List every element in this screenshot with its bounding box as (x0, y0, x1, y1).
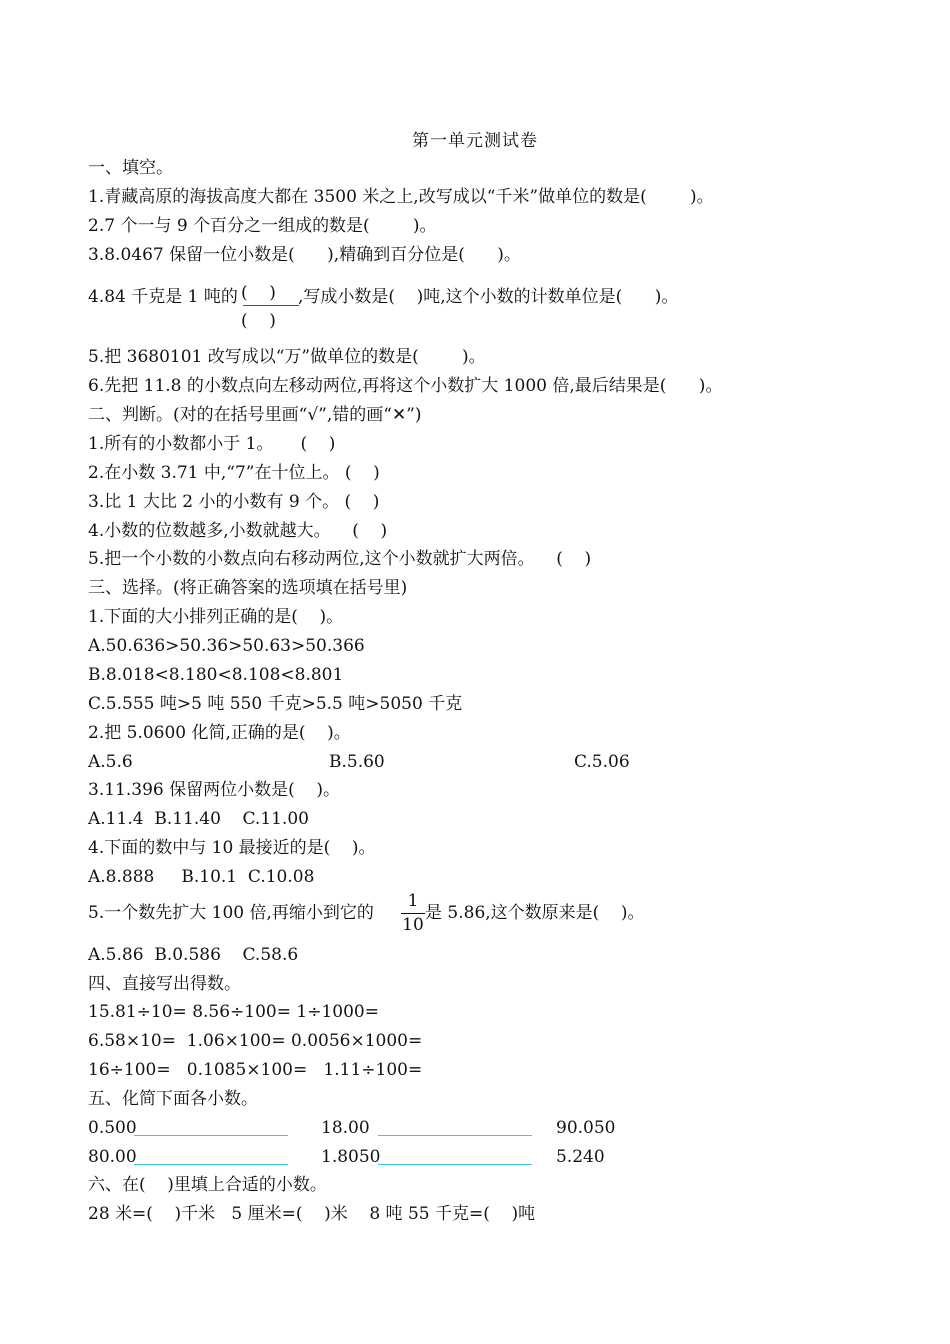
s3-q5-options: A.5.86 B.0.586 C.58.6 (88, 945, 299, 965)
s3-question-5-suffix: 是 5.86,这个数原来是( )。 (425, 903, 645, 923)
s2-question-1: 1.所有的小数都小于 1。 ( ) (88, 434, 336, 454)
s5-answer-line-a[interactable] (134, 1135, 288, 1136)
s3-question-1: 1.下面的大小排列正确的是( )。 (88, 607, 344, 627)
s3-q4-options: A.8.888 B.10.1 C.10.08 (88, 867, 315, 887)
s3-question-2: 2.把 5.0600 化简,正确的是( )。 (88, 723, 351, 743)
s4-row-3: 16÷100= 0.1085×100= 1.11÷100= (88, 1060, 423, 1080)
section-6-heading: 六、在( )里填上合适的小数。 (88, 1175, 327, 1195)
s5-item-f: 5.240 (556, 1147, 605, 1167)
s3-q3-options: A.11.4 B.11.40 C.11.00 (88, 809, 309, 829)
s3-q1-option-c: C.5.555 吨>5 吨 550 千克>5.5 吨>5050 千克 (88, 694, 463, 714)
s1-question-3: 3.8.0467 保留一位小数是( ),精确到百分位是( )。 (88, 245, 521, 265)
s3-question-5-prefix: 5.一个数先扩大 100 倍,再缩小到它的 (88, 903, 374, 923)
section-3-heading: 三、选择。(将正确答案的选项填在括号里) (88, 578, 408, 598)
s6-row-1: 28 米=( )千米 5 厘米=( )米 8 吨 55 千克=( )吨 (88, 1204, 536, 1224)
s1-question-2: 2.7 个一与 9 个百分之一组成的数是( )。 (88, 216, 437, 236)
s5-item-c: 90.050 (556, 1118, 616, 1138)
s5-item-b: 18.00 (321, 1118, 370, 1138)
s3-q5-denominator: 10 (402, 915, 424, 935)
s2-question-4: 4.小数的位数越多,小数就越大。 ( ) (88, 521, 388, 541)
page-title: 第一单元测试卷 (412, 131, 538, 151)
s3-q2-option-b: B.5.60 (329, 752, 385, 772)
section-4-heading: 四、直接写出得数。 (88, 974, 241, 994)
s3-question-4: 4.下面的数中与 10 最接近的是( )。 (88, 838, 376, 858)
s3-q5-numerator: 1 (407, 891, 419, 911)
s3-question-3: 3.11.396 保留两位小数是( )。 (88, 780, 340, 800)
s3-q2-option-c: C.5.06 (574, 752, 630, 772)
s5-answer-line-e[interactable] (378, 1164, 532, 1165)
s1-question-4-suffix: ,写成小数是( )吨,这个小数的计数单位是( )。 (298, 287, 679, 307)
s1-question-1: 1.青藏高原的海拔高度大都在 3500 米之上,改写成以“千米”做单位的数是( )。 (88, 187, 714, 207)
s3-q1-option-a: A.50.636>50.36>50.63>50.366 (88, 636, 365, 656)
s2-question-5: 5.把一个小数的小数点向右移动两位,这个小数就扩大两倍。 ( ) (88, 549, 592, 569)
s5-item-d: 80.00 (88, 1147, 137, 1167)
s3-q2-option-a: A.5.6 (88, 752, 133, 772)
s1-question-5: 5.把 3680101 改写成以“万”做单位的数是( )。 (88, 347, 486, 367)
s2-question-2: 2.在小数 3.71 中,“7”在十位上。 ( ) (88, 463, 380, 483)
s5-answer-line-d[interactable] (134, 1164, 288, 1165)
s1-q4-denominator: ( ) (241, 311, 276, 331)
s5-item-a: 0.500 (88, 1118, 137, 1138)
s1-q4-fraction-bar (243, 305, 299, 306)
s1-q4-numerator: ( ) (241, 283, 276, 303)
s4-row-2: 6.58×10= 1.06×100= 0.0056×1000= (88, 1031, 423, 1051)
s1-question-6: 6.先把 11.8 的小数点向左移动两位,再将这个小数扩大 1000 倍,最后结果是( )。 (88, 376, 723, 396)
s3-q1-option-b: B.8.018<8.180<8.108<8.801 (88, 665, 344, 685)
s4-row-1: 15.81÷10= 8.56÷100= 1÷1000= (88, 1002, 379, 1022)
s5-item-e: 1.8050 (321, 1147, 381, 1167)
section-5-heading: 五、化简下面各小数。 (88, 1089, 258, 1109)
s2-question-3: 3.比 1 大比 2 小的小数有 9 个。 ( ) (88, 492, 380, 512)
section-1-heading: 一、填空。 (88, 158, 173, 178)
s1-question-4-prefix: 4.84 千克是 1 吨的 (88, 287, 238, 307)
section-2-heading: 二、判断。(对的在括号里画“√”,错的画“✕”) (88, 405, 422, 425)
s5-answer-line-b[interactable] (378, 1135, 532, 1136)
